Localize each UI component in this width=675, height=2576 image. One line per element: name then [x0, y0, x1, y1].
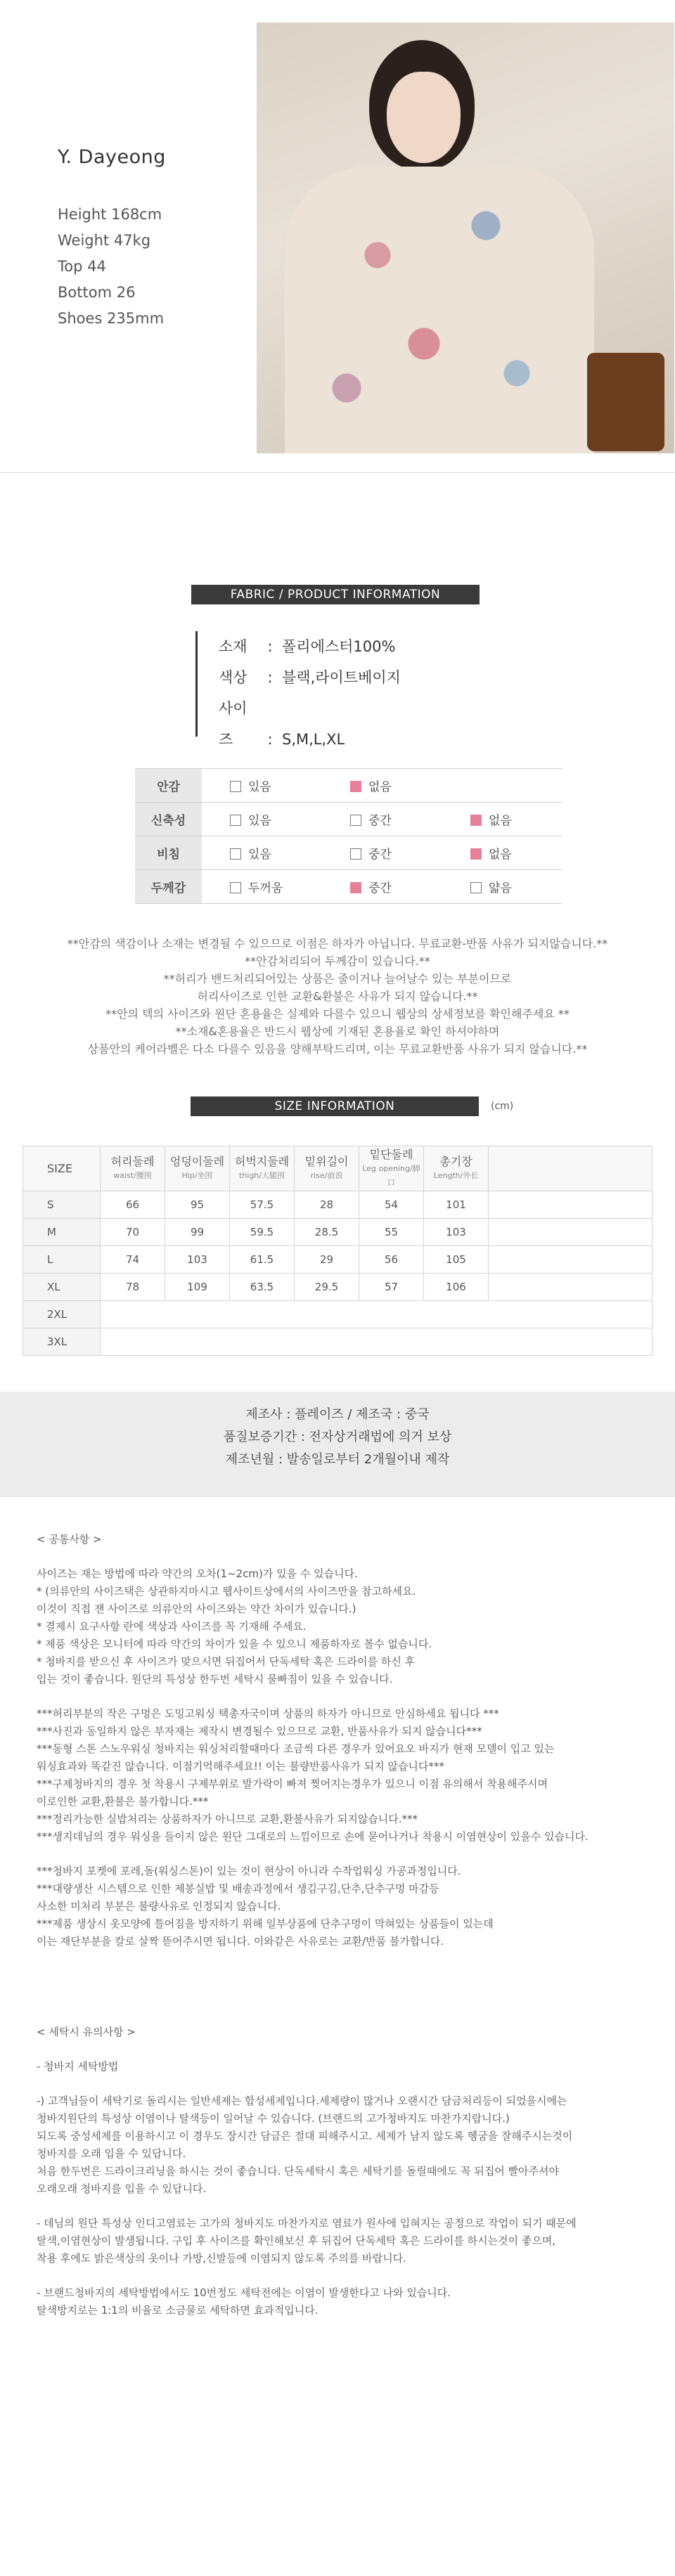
size-cell: 103: [424, 1219, 489, 1246]
size-row-2xl: [23, 1301, 652, 1328]
header-sub: Hip/坐围: [181, 1170, 213, 1180]
size-cell: 74: [101, 1246, 165, 1274]
notice-warning: ***허리부분의 작은 구멍은 도밍고워싱 택총자국이며 상품의 하자가 아니므로 안심하세요 됩니다 ***: [37, 1707, 499, 1720]
fabric-row-material: [219, 631, 491, 662]
wash-line: 청바지원단의 특성상 이염이나 탈색등이 일어날 수 있습니다. (브랜드의 고가청바지도 마찬가지랍니다.): [37, 2112, 510, 2125]
notice-line: 이것이 직접 잰 사이즈로 의류안의 사이즈와는 약간 차이가 있습니다.): [37, 1603, 356, 1615]
attribute-option: [442, 870, 562, 904]
note-line: 상품안의 케어라벨은 다소 다를수 있음을 양해부탁드리며, 이는 무료교환반품 사유가 되지 않습니다.**: [87, 1042, 588, 1056]
note-line: **안감처리되어 두께감이 있습니다.**: [245, 954, 430, 968]
model-bottom-size: Bottom 26: [58, 284, 136, 301]
size-cell: 63.5: [230, 1274, 295, 1301]
divider: [0, 472, 675, 473]
option-text: 없음: [489, 848, 512, 862]
notice-warning: ***정리가능한 실밥처리는 상품하자가 아니므로 교환,환불사유가 되지않습니다.***: [37, 1813, 418, 1825]
size-label: L: [23, 1246, 101, 1274]
note-line: **안의 텍의 사이즈와 원단 혼용율은 실제와 다를수 있으니 웹상의 상세정보를 확인해주세요 **: [105, 1007, 570, 1021]
spacer: [37, 1987, 655, 2024]
checkbox-checked: [350, 882, 361, 893]
attribute-table: [135, 768, 562, 904]
wash-line: 처음 한두번은 드라이크리닝을 하시는 것이 좋습니다. 단독세탁시 혹은 세탁기를 돌릴때에도 꼭 뒤집어 빨아주셔야: [37, 2165, 560, 2177]
size-cell: 28.5: [295, 1219, 359, 1246]
size-table: [22, 1146, 652, 1356]
spacer: [37, 1688, 655, 1705]
wash-line: - 데님의 원단 특성상 인디고염료는 고가의 청바지도 마찬가지로 염료가 원사에 입혀지는 공정으로 작업이 되기 때문에: [37, 2217, 577, 2229]
attribute-row-stretch: [135, 803, 562, 836]
size-cell: 99: [165, 1219, 230, 1246]
attribute-option: [202, 769, 322, 803]
size-cell: 101: [424, 1191, 489, 1219]
fabric-row-size: [219, 693, 491, 755]
size-cell-empty: [101, 1328, 652, 1356]
size-row-xl: [23, 1274, 652, 1301]
model-top-size: Top 44: [58, 258, 106, 275]
size-cell: 28: [295, 1191, 359, 1219]
notice-extra: ***청바지 포켓에 포레,돌(워싱스톤)이 있는 것이 현상이 아니라 수작업워싱 가공과정입니다.: [37, 1865, 461, 1877]
fabric-colon: :: [267, 669, 273, 686]
wash-line: - 브랜드청바지의 세탁방법에서도 10번정도 세탁전에는 이염이 발생한다고 나와 있습니다.: [37, 2286, 451, 2299]
size-header-row: [23, 1146, 652, 1191]
header-sub: Length/外长: [433, 1170, 479, 1180]
model-shoe-size: Shoes 235mm: [58, 310, 165, 327]
photo-floral-blouse: [285, 167, 594, 453]
product-notes: [14, 935, 661, 1058]
notice-title: < 공통사항 >: [37, 1533, 102, 1546]
notice-line: * (의류안의 사이즈택은 상관하지마시고 웹사이트상에서의 사이즈만을 참고하세요.: [37, 1585, 416, 1598]
attribute-option: [322, 803, 442, 836]
fabric-key: 사이즈: [219, 700, 248, 748]
header-sub: thigh/大腿围: [238, 1170, 285, 1180]
checkbox: [230, 781, 241, 792]
notice-warning: 이로인한 교환,환불은 불가합니다.***: [37, 1795, 209, 1808]
header-sub: Leg opening/脚口: [362, 1163, 420, 1187]
size-header-rise: [295, 1146, 359, 1191]
fabric-value: 블랙,라이트베이지: [282, 669, 401, 686]
option-text: 중간: [368, 848, 392, 862]
notice-extra: 사소한 미처리 부분은 불량사유로 인정되지 않습니다.: [37, 1900, 281, 1912]
note-line: **허리가 밴드처리되어있는 상품은 줄이거나 늘어날수 있는 부분이므로: [163, 972, 512, 985]
wash-line: 오래오래 청바지를 입을 수 있답니다.: [37, 2182, 207, 2195]
size-cell-blank: [489, 1246, 652, 1274]
model-section: [0, 0, 675, 460]
size-label: M: [23, 1219, 101, 1246]
attribute-option: [322, 769, 442, 803]
attribute-option: [442, 803, 562, 836]
checkbox-checked: [470, 848, 482, 860]
notice-section: [37, 1531, 655, 2319]
size-section-title: SIZE INFORMATION: [191, 1096, 479, 1116]
option-text: 중간: [368, 814, 392, 828]
notice-line: 사이즈는 재는 방법에 따라 약간의 오차(1~2cm)가 있을 수 있습니다.: [37, 1567, 358, 1580]
wash-line: 청바지를 오래 입을 수 있답니다.: [37, 2147, 186, 2160]
note-line: **안감의 색감이나 소재는 변경될 수 있으므로 이점은 하자가 아닙니다. 무료교환-반품 사유가 되지않습니다.**: [67, 937, 608, 950]
notice-extra: 이는 재단부분을 칼로 살짝 뜯어주시면 됩니다. 이와같은 사유로는 교환/반품 불가합니다.: [37, 1935, 444, 1948]
size-cell: 106: [424, 1274, 489, 1301]
attribute-label: 안감: [135, 769, 202, 803]
size-cell: 29: [295, 1246, 359, 1274]
size-cell: 56: [359, 1246, 424, 1274]
fabric-value: S,M,L,XL: [282, 731, 345, 748]
model-name: Y. Dayeong: [58, 146, 166, 168]
wash-line: 탈색,이염현상이 발생됩니다. 구입 후 사이즈를 확인해보신 후 뒤집어 단독세탁 혹은 드라이를 하시는것이 좋으며,: [37, 2234, 556, 2247]
notice-warning: ***사진과 동일하지 않은 부자재는 제작시 변경될수 있으므로 교환, 반품사유가 되지 않습니다***: [37, 1725, 482, 1737]
checkbox-checked: [470, 815, 482, 826]
checkbox: [230, 882, 241, 893]
size-cell: 61.5: [230, 1246, 295, 1274]
spacer: [37, 2041, 655, 2058]
notice-warning: 워싱효과와 똑같진 않습니다. 이점기억해주세요!! 이는 불량반품사유가 되지 않습니다***: [37, 1760, 444, 1773]
fabric-colon: :: [267, 731, 273, 748]
header-ko: 허리둘레: [110, 1154, 155, 1168]
size-cell-blank: [489, 1191, 652, 1219]
notice-warning: ***구제청바지의 경우 첫 착용시 구제부위로 발가락이 빠져 찢어지는경우가 있으니 이점 유의해서 착용해주시며: [37, 1778, 548, 1790]
header-sub: rise/前浪: [310, 1170, 343, 1180]
size-cell-empty: [101, 1301, 652, 1328]
origin-line: 제조사 : 플레이즈 / 제조국 : 중국: [245, 1407, 430, 1422]
spacer: [37, 1950, 655, 1987]
size-cell-blank: [489, 1219, 652, 1246]
attribute-option: [202, 870, 322, 904]
wash-line: 탈색방지로는 1:1의 비율로 소금물로 세탁하면 효과적입니다.: [37, 2304, 319, 2317]
size-header-waist: [101, 1146, 165, 1191]
size-cell: 66: [101, 1191, 165, 1219]
option-text: 두꺼움: [248, 881, 283, 895]
size-corner: SIZE: [23, 1146, 101, 1191]
model-stats: [58, 202, 269, 332]
notice-warning: ***생지데님의 경우 워싱을 들이지 않은 원단 그대로의 느낌이므로 손에 묻어나거나 착용시 이염현상이 있을수 있습니다.: [37, 1830, 589, 1843]
notice-warning: ***동형 스톤 스노우워싱 청바지는 워싱처리할때마다 조금씩 다른 경우가 있어요오 바지가 현재 모델이 입고 있는: [37, 1742, 555, 1755]
spacer: [37, 2198, 655, 2215]
model-photo: [257, 22, 674, 453]
header-ko: 밑단둘레: [369, 1147, 413, 1161]
attribute-option: [322, 870, 442, 904]
fabric-info: [195, 631, 491, 748]
spacer: [37, 2267, 655, 2284]
checkbox: [230, 848, 241, 860]
size-cell: 109: [165, 1274, 230, 1301]
checkbox: [470, 882, 482, 893]
attribute-option: [322, 836, 442, 870]
size-cell: 95: [165, 1191, 230, 1219]
size-row-s: [23, 1191, 652, 1219]
notice-line: * 제품 색상은 모니터에 따라 약간의 차이가 있을 수 있으니 제품하자로 볼수 없습니다.: [37, 1638, 432, 1650]
photo-face: [387, 72, 461, 163]
option-text: 있음: [248, 814, 271, 828]
spacer: [37, 2076, 655, 2092]
header-ko: 허벅지둘레: [234, 1154, 290, 1168]
option-text: 있음: [248, 848, 271, 862]
fabric-row-color: [219, 662, 491, 693]
size-label: 2XL: [23, 1301, 101, 1328]
option-text: 없음: [368, 780, 392, 794]
size-header-length: [424, 1146, 489, 1191]
attribute-row-lining: [135, 769, 562, 803]
wash-line: -) 고객님들이 세탁기로 돌리시는 일반세제는 합성세제입니다.세제량이 많거나 오랜시간 담금처리등이 되었을시에는: [37, 2095, 567, 2107]
size-cell-blank: [489, 1146, 652, 1191]
notice-extra: ***대량생산 시스템으로 인한 제봉실밥 및 배송과정에서 생김구김,단추,단추구멍 마감등: [37, 1882, 439, 1895]
spacer: [37, 1846, 655, 1863]
notice-line: * 결제시 요구사항 란에 색상과 사이즈를 꼭 기재해 주세요.: [37, 1620, 307, 1633]
checkbox: [350, 815, 361, 826]
note-line: **소재&혼용율은 반드시 웹상에 기재된 혼용율로 확인 하셔야하며: [175, 1025, 500, 1038]
wash-subtitle: - 청바지 세탁방법: [37, 2060, 119, 2073]
size-cell: 70: [101, 1219, 165, 1246]
fabric-key: 소재: [219, 638, 248, 655]
header-ko: 밑위길이: [304, 1154, 349, 1168]
checkbox: [230, 815, 241, 826]
size-cell: 78: [101, 1274, 165, 1301]
header-ko: 엉덩이둘레: [169, 1154, 225, 1168]
size-row-l: [23, 1246, 652, 1274]
origin-line: 제조년월 : 발송일로부터 2개월이내 제작: [225, 1452, 450, 1467]
origin-line: 품질보증기간 : 전자상거래법에 의거 보상: [223, 1430, 452, 1444]
attribute-row-sheer: [135, 836, 562, 870]
fabric-key: 색상: [219, 669, 248, 686]
checkbox: [350, 848, 361, 860]
header-ko: 총기장: [439, 1154, 472, 1168]
size-row-m: [23, 1219, 652, 1246]
option-text: 얇음: [489, 881, 512, 895]
size-header-leg-opening: [359, 1146, 424, 1191]
wash-line: 되도록 중성세제를 이용하시고 이 경우도 장시간 담금은 절대 피해주시고. 세제가 남지 않도록 헹굼을 잘해주시는것이: [37, 2130, 573, 2142]
size-label: S: [23, 1191, 101, 1219]
size-cell-blank: [489, 1274, 652, 1301]
header-sub: waist/腰围: [113, 1170, 152, 1180]
option-text: 있음: [248, 780, 271, 794]
wash-title: < 세탁시 유의사항 >: [37, 2026, 136, 2038]
attribute-option: [442, 836, 562, 870]
size-cell: 59.5: [230, 1219, 295, 1246]
attribute-label: 신축성: [135, 803, 202, 836]
notice-line: * 청바지를 받으신 후 사이즈가 맞으시면 뒤집어서 단독세탁 혹은 드라이를 하신 후: [37, 1655, 416, 1668]
size-header-thigh: [230, 1146, 295, 1191]
fabric-section-title: FABRIC / PRODUCT INFORMATION: [191, 585, 480, 604]
size-cell: 57.5: [230, 1191, 295, 1219]
wash-line: 착용 후에도 밝은색상의 옷이나 가방,신발등에 이염되지 않도록 주의를 바랍니다.: [37, 2252, 406, 2265]
size-cell: 54: [359, 1191, 424, 1219]
size-row-3xl: [23, 1328, 652, 1356]
model-height: Height 168cm: [58, 206, 162, 223]
note-line: 허리사이즈로 인한 교환&환불은 사유가 되지 않습니다.**: [197, 990, 478, 1003]
photo-bag: [587, 353, 664, 451]
attribute-option: [202, 836, 322, 870]
model-info: [58, 146, 269, 332]
manufacturer-info: [0, 1392, 675, 1497]
size-label: 3XL: [23, 1328, 101, 1356]
notice-line: 입는 것이 좋습니다. 원단의 특성상 한두번 세탁시 물빠짐이 있을 수 있습니다.: [37, 1673, 393, 1685]
size-label: XL: [23, 1274, 101, 1301]
model-weight: Weight 47kg: [58, 232, 151, 249]
attribute-label: 비침: [135, 836, 202, 870]
size-cell: 29.5: [295, 1274, 359, 1301]
attribute-option: [202, 803, 322, 836]
fabric-value: 폴리에스터100%: [282, 638, 396, 655]
size-cell: 103: [165, 1246, 230, 1274]
notice-extra: ***제품 생상시 옷모양에 틀어짐을 방지하기 위해 일부상품에 단추구멍이 막혀있는 상품들이 있는데: [37, 1917, 494, 1930]
size-header-hip: [165, 1146, 230, 1191]
fabric-colon: :: [267, 638, 273, 655]
spacer: [37, 1548, 655, 1565]
size-cell: 105: [424, 1246, 489, 1274]
size-cell: 57: [359, 1274, 424, 1301]
attribute-option-empty: [442, 769, 562, 803]
size-unit: (cm): [491, 1101, 514, 1112]
checkbox-checked: [350, 781, 361, 792]
size-cell: 55: [359, 1219, 424, 1246]
option-text: 없음: [489, 814, 512, 828]
attribute-label: 두께감: [135, 870, 202, 904]
option-text: 중간: [368, 881, 392, 895]
attribute-row-thickness: [135, 870, 562, 904]
